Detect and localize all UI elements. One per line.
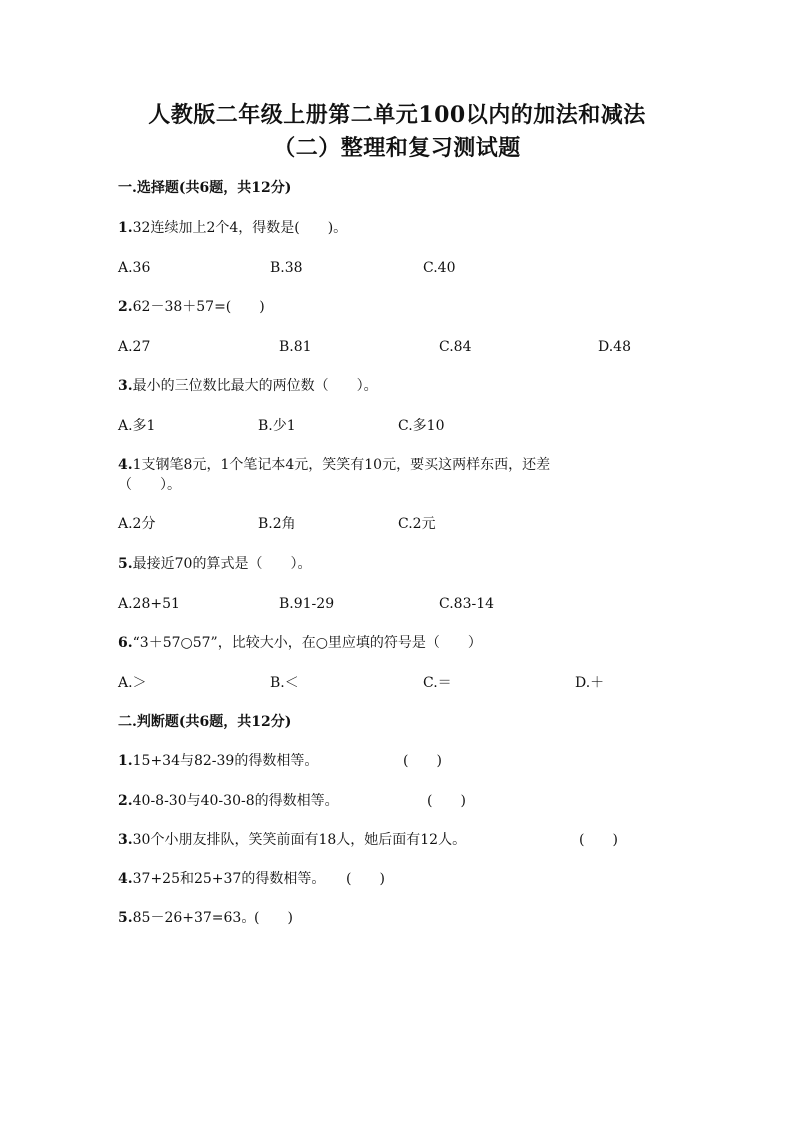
option-c[interactable]: C.2元 (398, 516, 436, 532)
judgment-question-4 (118, 870, 325, 888)
judgment-question-3 (118, 831, 466, 849)
question-number: 3. (118, 832, 133, 848)
option-c[interactable]: C.84 (439, 339, 472, 355)
question-text: 62－38＋57=( ) (132, 299, 265, 315)
answer-blank[interactable]: ( ) (579, 832, 618, 848)
option-c[interactable]: C.＝ (423, 675, 452, 691)
question-number: 5. (118, 910, 133, 926)
choice-question-5 (118, 555, 311, 573)
question-number: 4. (118, 457, 133, 473)
option-d[interactable]: D.＋ (575, 675, 605, 691)
choice-question-3 (118, 377, 378, 395)
question-number: 2. (118, 299, 133, 315)
option-a[interactable]: A.2分 (118, 516, 156, 532)
choice-question-4 (118, 456, 550, 474)
option-a[interactable]: A.＞ (118, 675, 147, 691)
question-text: 85－26+37=63。 (132, 910, 256, 926)
question-text: 40-8-30与40-30-8的得数相等。 (132, 793, 339, 809)
answer-blank[interactable]: ( ) (254, 910, 293, 926)
question-number: 4. (118, 871, 133, 887)
question-number: 1. (118, 220, 133, 236)
page-title-line-2: （二）整理和复习测试题 (273, 135, 521, 161)
option-b[interactable]: B.81 (279, 339, 312, 355)
section-heading-choice: 一.选择题(共6题，共12分) (118, 180, 292, 196)
question-text: 32连续加上2个4，得数是( )。 (132, 220, 348, 236)
answer-blank[interactable]: ( ) (427, 793, 466, 809)
option-a[interactable]: A.27 (118, 339, 151, 355)
question-text: 15+34与82-39的得数相等。 (132, 753, 319, 769)
question-number: 5. (118, 556, 133, 572)
option-a[interactable]: A.36 (118, 260, 151, 276)
question-text: 1支钢笔8元，1个笔记本4元，笑笑有10元，要买这两样东西，还差 (132, 457, 551, 473)
option-c[interactable]: C.多10 (398, 418, 445, 434)
question-text: 37+25和25+37的得数相等。 (132, 871, 326, 887)
option-c[interactable]: C.40 (423, 260, 456, 276)
judgment-question-5 (118, 909, 255, 927)
choice-question-2 (118, 298, 265, 316)
page-title-line-1: 人教版二年级上册第二单元100以内的加法和减法 (148, 102, 646, 128)
question-text: “3＋57○57”，比较大小，在○里应填的符号是（ ） (132, 635, 482, 651)
option-b[interactable]: B.少1 (258, 418, 296, 434)
choice-question-6 (118, 634, 482, 652)
question-number: 3. (118, 378, 133, 394)
option-b[interactable]: B.2角 (258, 516, 296, 532)
judgment-question-2 (118, 792, 339, 810)
option-b[interactable]: B.91-29 (279, 596, 335, 612)
question-text: 30个小朋友排队，笑笑前面有18人，她后面有12人。 (132, 832, 467, 848)
question-text: 最小的三位数比最大的两位数（ ）。 (132, 378, 378, 394)
option-a[interactable]: A.多1 (118, 418, 156, 434)
option-d[interactable]: D.48 (598, 339, 631, 355)
choice-question-1 (118, 219, 347, 237)
answer-blank[interactable]: ( ) (403, 753, 442, 769)
question-number: 6. (118, 635, 133, 651)
option-c[interactable]: C.83-14 (439, 596, 495, 612)
question-text: 最接近70的算式是（ ）。 (132, 556, 312, 572)
question-number: 2. (118, 793, 133, 809)
option-b[interactable]: B.38 (270, 260, 303, 276)
option-b[interactable]: B.＜ (270, 675, 299, 691)
option-a[interactable]: A.28+51 (118, 596, 180, 612)
answer-blank[interactable]: ( ) (346, 871, 385, 887)
judgment-question-1 (118, 752, 318, 770)
choice-question-4-continuation: （ ）。 (118, 477, 181, 493)
question-number: 1. (118, 753, 133, 769)
section-heading-judgment: 二.判断题(共6题，共12分) (118, 714, 292, 730)
